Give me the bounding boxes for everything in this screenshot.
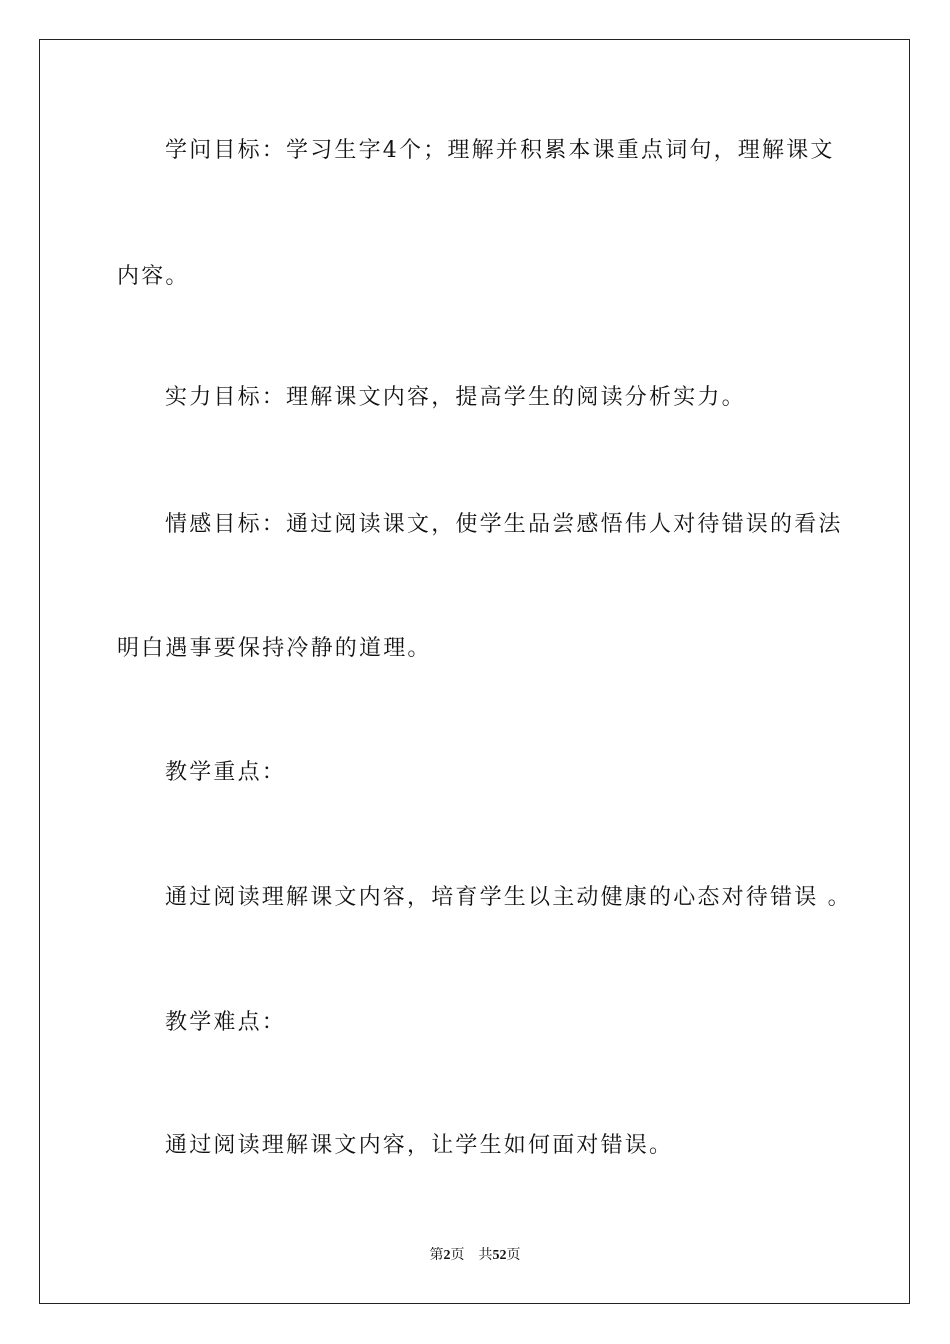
emotion-goal-line-1: 情感目标：通过阅读课文，使学生品尝感悟伟人对待错误的看法 bbox=[165, 512, 843, 537]
key-point-text: 通过阅读理解课文内容，培育学生以主动健康的心态对待错误 。 bbox=[165, 885, 852, 910]
emotion-goal-line-2: 明白遇事要保持冷静的道理。 bbox=[117, 636, 432, 661]
key-point-heading: 教学重点： bbox=[165, 760, 287, 785]
knowledge-goal-line-2: 内容。 bbox=[117, 264, 190, 289]
footer-total-prefix: 共 bbox=[478, 1248, 493, 1263]
footer-total-pages: 52 bbox=[492, 1248, 507, 1263]
knowledge-goal-line-1: 学问目标：学习生字4个；理解并积累本课重点词句，理解课文 bbox=[165, 138, 835, 163]
footer-page-number: 2 bbox=[443, 1248, 451, 1263]
difficulty-text: 通过阅读理解课文内容，让学生如何面对错误。 bbox=[165, 1133, 674, 1158]
footer-total-suffix: 页 bbox=[506, 1248, 521, 1263]
footer-page-prefix: 第 bbox=[429, 1248, 444, 1263]
page-footer bbox=[0, 1247, 950, 1265]
page-frame bbox=[39, 39, 910, 1304]
footer-page-suffix: 页 bbox=[450, 1248, 465, 1263]
difficulty-heading: 教学难点： bbox=[165, 1010, 287, 1035]
ability-goal-line: 实力目标：理解课文内容，提高学生的阅读分析实力。 bbox=[165, 385, 746, 410]
